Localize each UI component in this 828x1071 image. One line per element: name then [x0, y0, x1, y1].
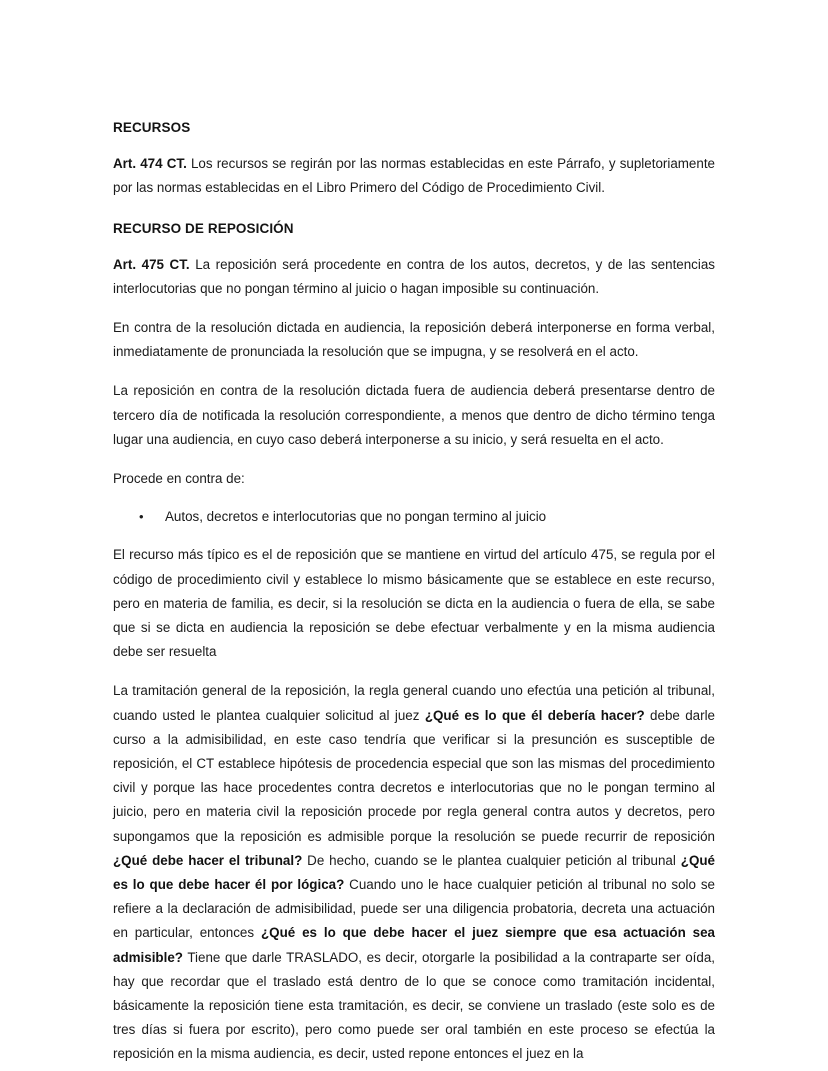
question-2: ¿Qué debe hacer el tribunal? — [113, 852, 303, 868]
heading-recursos: RECURSOS — [113, 120, 191, 135]
tramitacion-segment-4: Cuando uno le hace cualquier petición al tribunal no solo se refiere a la declaración de admisibilidad, puede ser una diligencia probatoria, decreta una actuación en particular, entonces — [113, 877, 715, 941]
tramitacion-segment-2: debe darle curso a la admisibilidad, en este caso tendría que verificar si la presunción es susceptible de reposición, el CT establece hipótesis de procedencia especial que son las mismas del procedimiento civil y porque las hace procedentes contra decretos e interlocutorias que no le pongan termino al juicio, pero en materia civil la reposición procede por regla general contra autos y decretos, pero supongamos que la reposición es admisible porque la resolución se puede recurrir de reposición — [113, 707, 716, 844]
heading-recurso-de-reposicion: RECURSO DE REPOSICIÓN — [113, 220, 294, 236]
question-1: ¿Qué es lo que él debería hacer? — [424, 707, 645, 723]
tramitacion-segment-3: De hecho, cuando se le plantea cualquier petición al tribunal — [302, 852, 681, 868]
article-label-475: Art. 475 CT. — [113, 256, 190, 272]
document-body — [113, 118, 715, 1067]
question-3: ¿Qué es lo que debe hacer él por lógica? — [113, 852, 715, 892]
list-item: • Autos, decretos e interlocutorias que no pongan termino al juicio — [165, 505, 715, 529]
question-4: ¿Qué es lo que debe hacer el juez siempre que esa actuación sea admisible? — [113, 925, 715, 965]
tramitacion-segment-5: Tiene que darle TRASLADO, es decir, otorgarle la posibilidad a la contraparte ser oída, hay que recordar que el traslado está dentro de lo que se conoce como tramitación incidental, básicamente la reposición tiene esta tramitación, es decir, se conviene un traslado (este solo es de tres días si fuera por escrito), pero como puede ser oral también en este proceso se efectúa la reposición en la misma audiencia, es decir, usted repone entonces el juez en la — [113, 949, 715, 1062]
paragraph-art-475 — [113, 253, 715, 301]
paragraph-audiencia: En contra de la resolución dictada en audiencia, la reposición deberá interponerse en forma verbal, inmediatamente de pronunciada la resolución que se impugna, y se resolverá en el acto. — [113, 319, 715, 360]
article-text-475: La reposición será procedente en contra de los autos, decretos, y de las sentencias interlocutorias que no pongan término al juicio o hagan imposible su continuación. — [113, 256, 715, 296]
procedencia-bullet-list — [113, 505, 715, 529]
article-label-474: Art. 474 CT. — [113, 155, 187, 171]
paragraph-tramitacion-general — [113, 679, 715, 1066]
paragraph-art-474 — [113, 152, 715, 200]
tramitacion-segment-1: La tramitación general de la reposición, la regla general cuando uno efectúa una petición al tribunal, cuando usted le plantea cualquier solicitud al juez — [113, 683, 715, 723]
paragraph-recurso-tipico: El recurso más típico es el de reposición que se mantiene en virtud del artículo 475, se regula por el código de procedimiento civil y establece lo mismo básicamente que se establece en este recurso, pero en materia de familia, es decir, si la resolución se dicta en la audiencia o fuera de ella, se sabe que si se dicta en audiencia la reposición se debe efectuar verbalmente y en la misma audiencia debe ser resuelta — [113, 547, 715, 660]
paragraph-fuera-audiencia: La reposición en contra de la resolución dictada fuera de audiencia deberá presentarse dentro de tercero día de notificada la resolución correspondiente, a menos que dentro de dicho término tenga lugar una audiencia, en cuyo caso deberá interponerse a su inicio, y será resuelta en el acto. — [113, 383, 715, 447]
article-text-474: Los recursos se regirán por las normas establecidas en este Párrafo, y supletoriamente por las normas establecidas en el Libro Primero del Código de Procedimiento Civil. — [113, 155, 715, 195]
paragraph-procede-en-contra: Procede en contra de: — [113, 470, 245, 486]
